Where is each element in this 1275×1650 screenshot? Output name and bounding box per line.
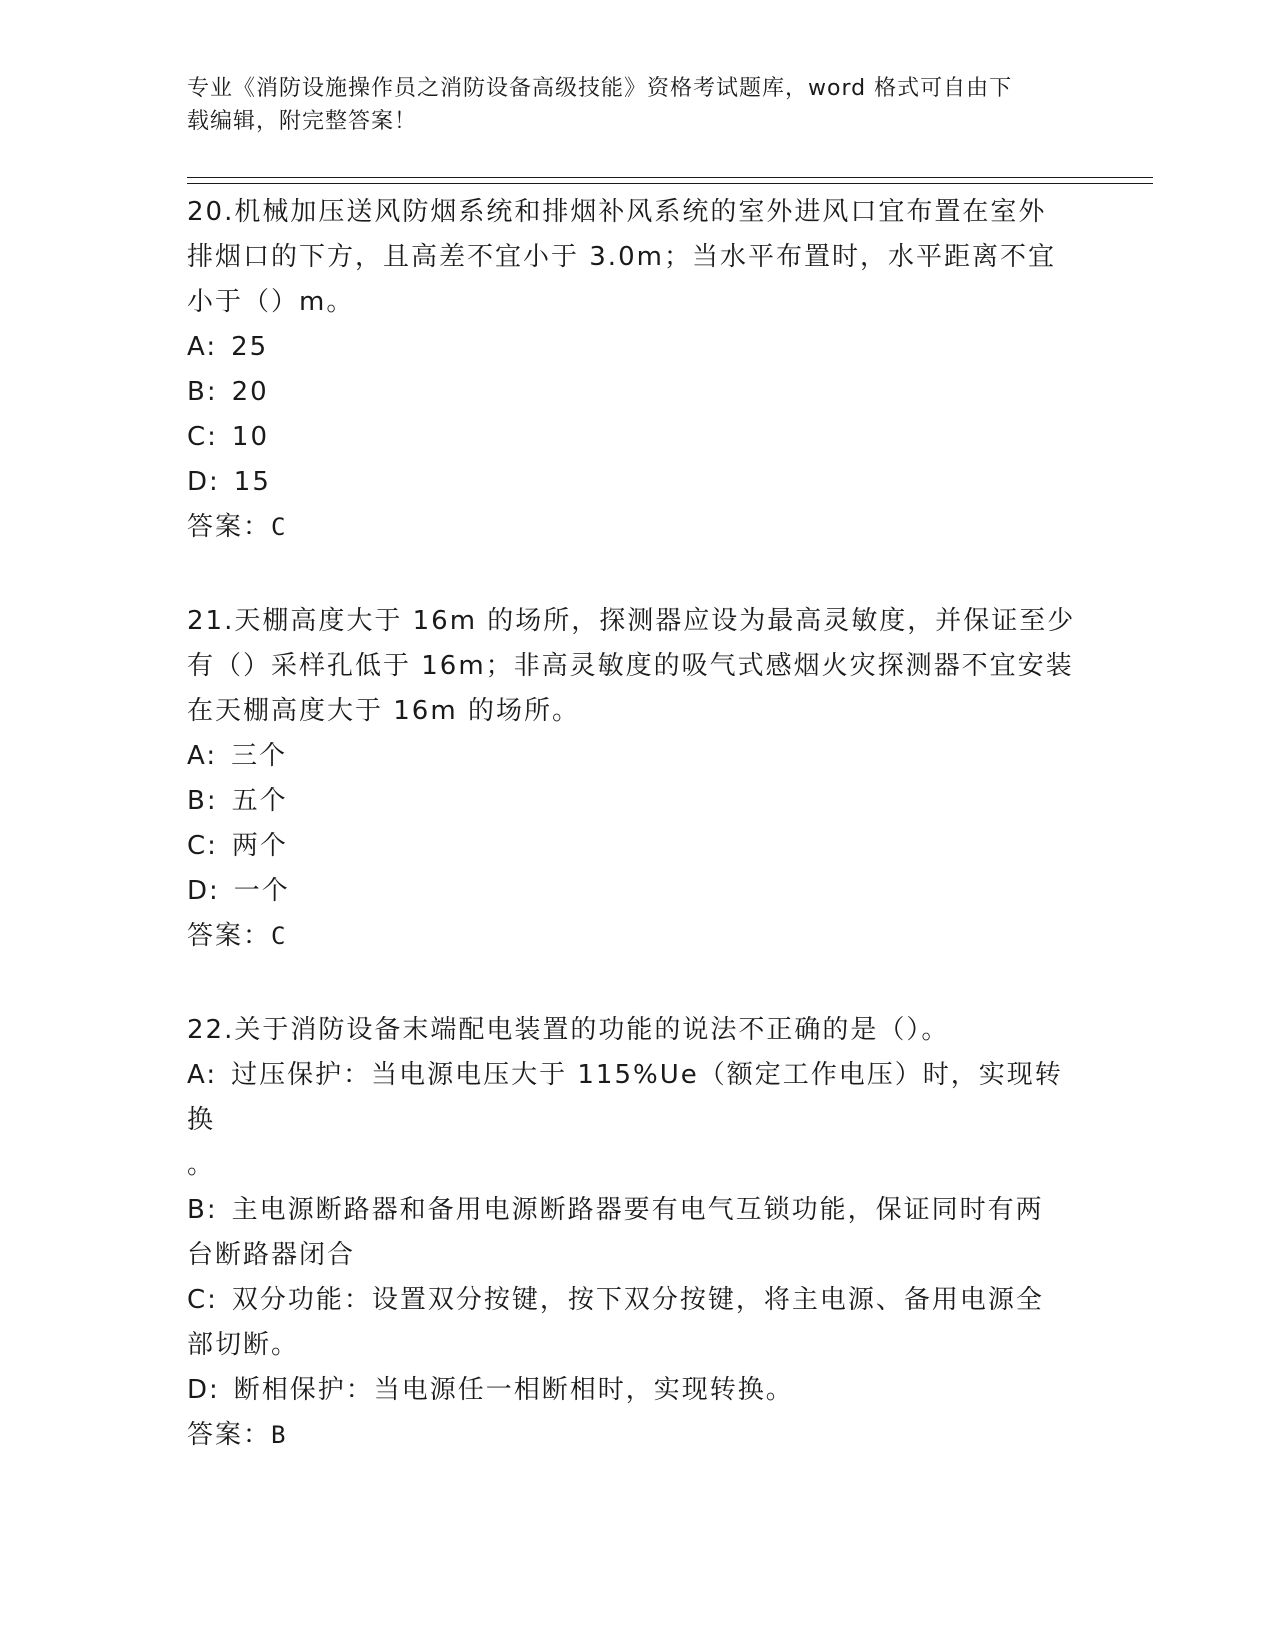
option-label: B:	[187, 1195, 218, 1225]
question-stem-line: 在天棚高度大于 16m 的场所。	[187, 696, 580, 726]
answer-label: 答案：	[187, 1420, 272, 1450]
option-c-continuation: 部切断。	[187, 1330, 300, 1360]
option-label: B:	[187, 786, 218, 816]
option-b	[187, 370, 1087, 415]
question-stem-line: 20.机械加压送风防烟系统和排烟补风系统的室外进风口宜布置在室外	[187, 197, 1047, 227]
option-text: 三个	[231, 741, 288, 771]
option-c	[187, 1278, 1087, 1323]
option-text: 25	[231, 332, 269, 362]
option-label: B:	[187, 377, 218, 407]
question-21	[187, 599, 1087, 959]
option-b	[187, 1188, 1087, 1233]
option-label: D:	[187, 1375, 220, 1405]
option-a	[187, 1053, 1087, 1143]
option-a-continuation: 。	[187, 1150, 216, 1180]
option-label: A:	[187, 1060, 218, 1090]
option-text: 10	[231, 422, 270, 452]
option-label: A:	[187, 741, 218, 771]
header-line-2: 载编辑，附完整答案！	[187, 109, 418, 134]
option-label: D:	[187, 876, 220, 906]
answer-line	[187, 505, 1087, 550]
option-label: D:	[187, 467, 220, 497]
option-label: C:	[187, 422, 218, 452]
header-divider-bottom	[187, 183, 1153, 184]
option-a	[187, 325, 1087, 370]
answer-line	[187, 914, 1087, 959]
option-d	[187, 1368, 1087, 1413]
option-text: 一个	[233, 876, 290, 906]
answer-value: C	[271, 922, 288, 950]
option-text: 双分功能：设置双分按键，按下双分按键，将主电源、备用电源全	[231, 1285, 1044, 1315]
question-22	[187, 1008, 1087, 1458]
option-b-continuation: 台断路器闭合	[187, 1240, 356, 1270]
answer-value: B	[271, 1421, 288, 1449]
option-d	[187, 869, 1087, 914]
answer-label: 答案：	[187, 921, 272, 951]
question-stem-line: 21.天棚高度大于 16m 的场所，探测器应设为最高灵敏度，并保证至少	[187, 606, 1076, 636]
option-label: C:	[187, 1285, 218, 1315]
option-label: A:	[187, 332, 218, 362]
answer-line	[187, 1413, 1087, 1458]
answer-value: C	[271, 513, 288, 541]
option-text: 主电源断路器和备用电源断路器要有电气互锁功能，保证同时有两	[231, 1195, 1044, 1225]
header-divider-top	[187, 177, 1153, 178]
option-text: 15	[233, 467, 271, 497]
option-a	[187, 734, 1087, 779]
question-stem-line: 小于（）m。	[187, 287, 355, 317]
answer-label: 答案：	[187, 512, 272, 542]
option-text: 过压保护：当电源电压大于 115%Ue（额定工作电压）时，实现转换	[187, 1060, 1063, 1135]
question-stem-line: 排烟口的下方，且高差不宜小于 3.0m；当水平布置时，水平距离不宜	[187, 242, 1056, 272]
option-text: 两个	[231, 831, 288, 861]
option-c	[187, 824, 1087, 869]
option-text: 断相保护：当电源任一相断相时，实现转换。	[233, 1375, 794, 1405]
option-b	[187, 779, 1087, 824]
option-c	[187, 415, 1087, 460]
option-text: 20	[231, 377, 269, 407]
option-label: C:	[187, 831, 218, 861]
header-line-1: 专业《消防设施操作员之消防设备高级技能》资格考试题库，word 格式可自由下	[187, 76, 1013, 101]
question-20	[187, 190, 1087, 550]
option-text: 五个	[231, 786, 288, 816]
question-stem-line: 22.关于消防设备末端配电装置的功能的说法不正确的是（）。	[187, 1015, 950, 1045]
document-header	[187, 72, 1087, 138]
option-d	[187, 460, 1087, 505]
question-stem-line: 有（）采样孔低于 16m；非高灵敏度的吸气式感烟火灾探测器不宜安装	[187, 651, 1074, 681]
